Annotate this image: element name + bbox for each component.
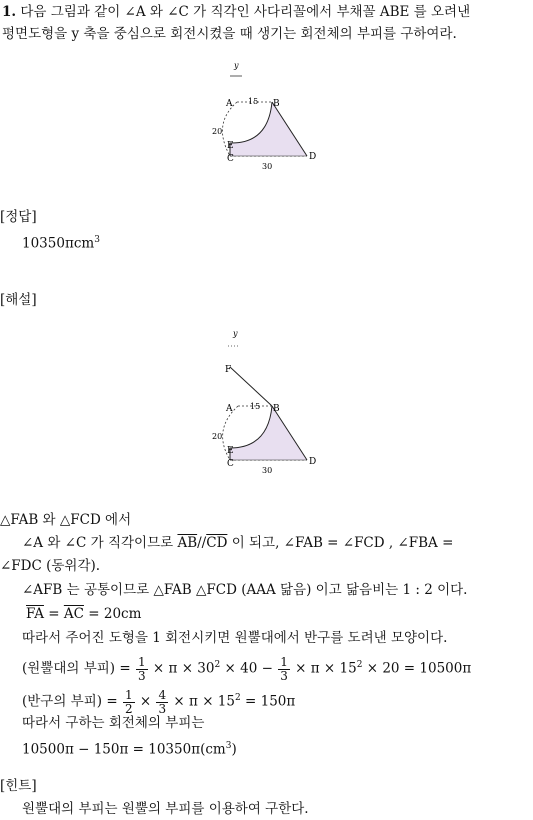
- hint-header: [힌트]: [0, 778, 37, 794]
- explain-line-8: [22, 684, 295, 716]
- explain-line-6: 따라서 주어진 도형을 1 회전시키면 원뿔대에서 반구를 도려낸 모양이다.: [22, 630, 448, 646]
- problem-line-1: [2, 3, 470, 21]
- fig2-label-e: E: [227, 446, 234, 456]
- answer-value: [22, 231, 100, 253]
- answer-unit: cm: [73, 235, 95, 252]
- exp-sq-a: 2: [214, 660, 221, 670]
- problem-line-2: 평면도형을 y 축을 중심으로 회전시켰을 때 생기는 회전체의 부피를 구하여라.: [2, 26, 457, 42]
- cone-frustum-label: (원뿔대의 부피) =: [22, 660, 131, 677]
- explain-l2e: 이 되고, ∠FAB = ∠FCD , ∠FBA =: [231, 535, 454, 551]
- fig1-label-a: A: [226, 99, 233, 109]
- fig2-label-b: B: [273, 404, 280, 414]
- explain-l7c: × 40 −: [224, 660, 273, 677]
- overline-cd: $\overline{CD}$: [206, 535, 228, 551]
- fig2-label-c: C: [227, 459, 234, 469]
- problem-number: 1.: [2, 4, 17, 20]
- fraction-one-half: $\frac{1}{2}$: [124, 687, 133, 716]
- fig2-label-a: A: [226, 404, 233, 414]
- explain-line-10: [22, 737, 237, 759]
- answer-number: 10350π: [22, 235, 74, 252]
- close-paren: ): [231, 741, 237, 758]
- explain-line-2: [22, 534, 453, 552]
- overline-fa: $\overline{FA}$: [26, 606, 44, 622]
- fig2-seg-fb: [230, 367, 272, 406]
- fig1-label-b: B: [273, 99, 280, 109]
- fraction-one-third-b: $\frac{1}{3}$: [280, 654, 288, 683]
- explain-l8d: = 150π: [245, 693, 296, 710]
- fig1-label-20: 20: [212, 127, 223, 136]
- answer-exponent: 3: [94, 235, 100, 245]
- fig1-label-d: D: [309, 152, 317, 162]
- explain-l7d: × π × 15: [295, 660, 357, 677]
- hint-text: 원뿔대의 부피는 원뿔의 부피를 이용하여 구한다.: [22, 801, 309, 817]
- overline-ab: $\overline{AB}$: [177, 535, 198, 551]
- problem-text-1: 다음 그림과 같이 ∠A 와 ∠C 가 직각인 사다리꼴에서 부채꼴 ABE 를 오려낸: [20, 4, 471, 20]
- fig1-label-30: 30: [262, 162, 273, 171]
- explain-l7e: × 20 = 10500π: [366, 660, 472, 677]
- fraction-one-third-a: $\frac{1}{3}$: [137, 654, 146, 683]
- times-sign: ×: [139, 693, 152, 710]
- fig1-shaded-region: [230, 102, 307, 156]
- equals-sign: =: [48, 606, 60, 622]
- fig2-label-30: 30: [262, 466, 273, 475]
- final-calc: 10500π − 150π = 10350π(cm: [22, 741, 226, 758]
- fraction-four-thirds: $\frac{4}{3}$: [158, 687, 167, 716]
- explain-line-3: ∠FDC (동위각).: [0, 558, 101, 574]
- figure-2: [200, 326, 330, 476]
- exp-cubic: 3: [225, 741, 232, 751]
- fig1-label-c: C: [227, 154, 234, 164]
- fig1-label-e: E: [227, 141, 234, 151]
- fig1-label-y: y: [234, 61, 239, 70]
- explain-header: [해설]: [0, 292, 37, 308]
- explain-l2a: ∠A 와 ∠C 가 직각이므로: [22, 535, 174, 551]
- fig2-label-15: 15: [250, 402, 261, 411]
- explain-line-5: [26, 605, 141, 623]
- fig2-label-f: F: [225, 365, 232, 375]
- explain-line-1: △FAB 와 △FCD 에서: [0, 512, 132, 528]
- fig2-label-y: y: [233, 329, 238, 338]
- answer-header: [정답]: [0, 209, 37, 225]
- fig2-label-20: 20: [212, 432, 223, 441]
- explain-line-4: ∠AFB 는 공통이므로 △FAB △FCD (AAA 닮음) 이고 닮음비는 1 : 2 이다.: [22, 582, 468, 598]
- exp-sq-c: 2: [234, 693, 241, 703]
- fig2-shaded-region: [230, 406, 307, 460]
- overline-ac: $\overline{AC}$: [63, 606, 84, 622]
- fig1-label-15: 15: [248, 97, 259, 106]
- explain-l8c: × π × 15: [173, 693, 235, 710]
- explain-line-7: [22, 651, 471, 683]
- explain-l7b: × π × 30: [152, 660, 215, 677]
- explain-line-9: 따라서 구하는 회전체의 부피는: [22, 715, 205, 731]
- parallel-sign: //: [197, 535, 207, 551]
- explain-l5d: = 20cm: [88, 606, 142, 622]
- hemisphere-label: (반구의 부피) =: [22, 693, 118, 710]
- fig2-label-d: D: [309, 457, 317, 467]
- figure-1: [200, 58, 330, 173]
- exp-sq-b: 2: [356, 660, 363, 670]
